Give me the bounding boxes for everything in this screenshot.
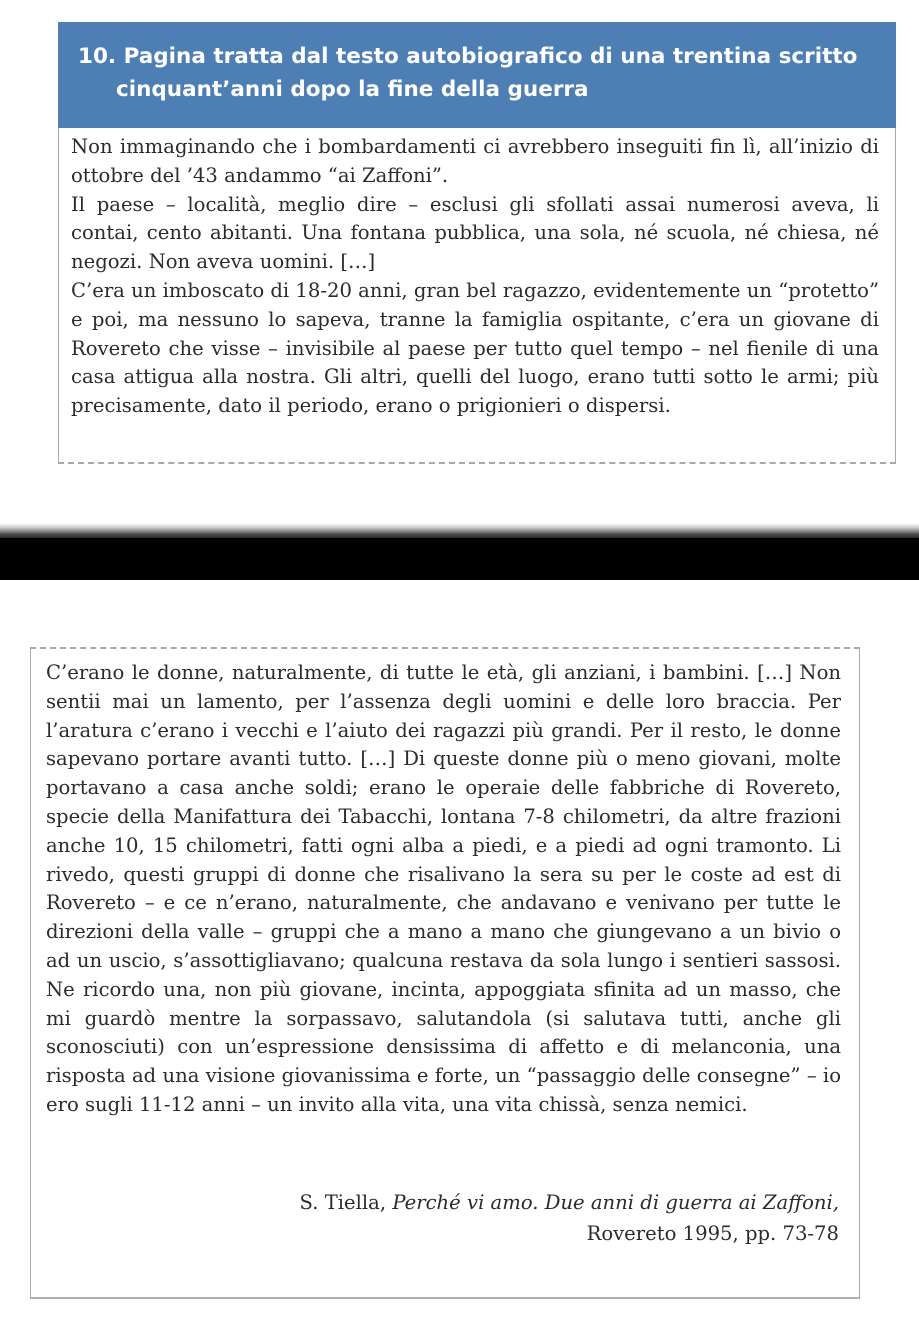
paragraph: Non immaginando che i bombardamenti ci avrebbero inseguiti fin lì, all’inizio di ottobre del ’43 andammo “ai Zaffoni”. [71, 135, 879, 187]
section-heading-band [58, 22, 896, 128]
bottom-page-scan [0, 580, 919, 1317]
page-edge-shadow [0, 512, 919, 540]
bottom-divider [30, 1297, 860, 1299]
excerpt-box-top [58, 128, 896, 464]
scan-gap [0, 538, 919, 580]
heading-line-1: 10. Pagina tratta dal testo autobiografico di una trentina scritto [78, 44, 858, 69]
paragraph: C’era un imboscato di 18-20 anni, gran bel ragazzo, evidentemente un “protetto” e poi, ma nessuno lo sapeva, tranne la famiglia ospitante, c’era un giovane di Rovereto che visse – invisibile al paese per tutto quel tempo – nel fienile di una casa attigua alla nostra. Gli altri, quelli del luogo, erano tutti sotto le armi; più precisamente, dato il periodo, erano o prigionieri o dispersi. [71, 278, 879, 418]
citation-publication: Rovereto 1995, pp. 73-78 [586, 1222, 839, 1245]
excerpt-box-bottom [30, 647, 860, 1297]
citation-line-1 [300, 1187, 839, 1218]
paragraph: Il paese – località, meglio dire – esclusi gli sfollati assai numerosi aveva, li contai, cento abitanti. Una fontana pubblica, una sola, né scuola, né chiesa, né negozi. Non aveva uomini. […] [71, 192, 879, 274]
excerpt-text-bottom [46, 659, 841, 1120]
paragraph: C’erano le donne, naturalmente, di tutte le età, gli anziani, i bambini. […] Non sentii mai un lamento, per l’assenza degli uomini e delle loro braccia. Per l’aratura c’erano i vecchi e l’aiuto dei ragazzi più grandi. Per il resto, le donne sapevano portare avanti tutto. […] Di queste donne più o meno giovani, molte portavano a casa anche soldi; erano le operaie delle fabbriche di Rovereto, specie della Manifattura dei Tabacchi, lontana 7-8 chilometri, da altre frazioni anche 10, 15 chilometri, fatti ogni alba a piedi, e a piedi ad ogni tramonto. Li rivedo, questi gruppi di donne che risalivano la sera su per le coste ad est di Rovereto – e ce n’erano, naturalmente, che andavano e venivano per tutte le direzioni della valle – gruppi che a mano a mano che giungevano a un bivio o ad un uscio, s’assottigliavano; qualcuna restava da sola lungo i sentieri sassosi. Ne ricordo una, non più giovane, incinta, appoggiata sfinita ad un masso, che mi guardò mentre la sorpassavo, salutandola (si salutava tutti, anche gli sconosciuti) con un’espressione densissima di affetto e di melanconia, una risposta ad una visione giovanissima e forte, un “passaggio delle consegne” – io ero sugli 11-12 anni – un invito alla vita, una vita chissà, senza nemici. [46, 661, 841, 1116]
top-page-scan [0, 0, 919, 538]
citation-title: Perché vi amo. Due anni di guerra ai Zaffoni, [392, 1191, 839, 1214]
excerpt-text-top [71, 133, 879, 421]
section-heading [78, 40, 882, 106]
source-citation [300, 1187, 839, 1249]
citation-author: S. Tiella, [299, 1191, 393, 1214]
heading-line-2: cinquant’anni dopo la fine della guerra [116, 77, 589, 102]
